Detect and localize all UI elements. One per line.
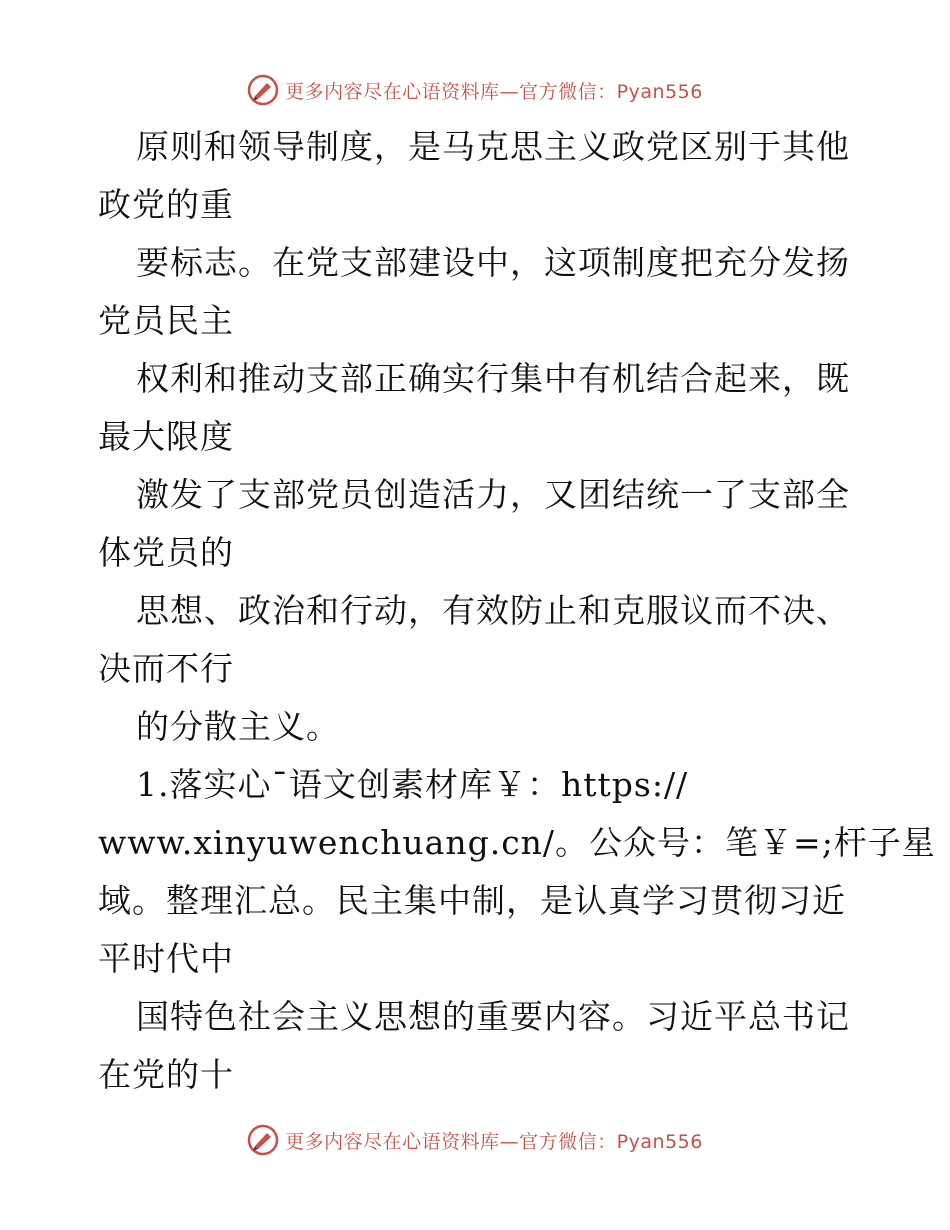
footer-banner-dash: — [499,1130,520,1153]
body-line: 要标志。在党支部建设中，这项制度把充分发扬 [136,243,850,282]
body-line: www.xinyuwenchuang.cn/。公众号：笔￥=;杆子星 [98,823,936,862]
body-line: 党员民主 [98,301,234,340]
footer-watermark [0,1120,950,1160]
body-line: 域。整理汇总。民主集中制，是认真学习贯彻习近 [98,881,846,920]
header-banner-wechat: 官方微信：Pyan556 [519,80,703,103]
body-line: 权利和推动支部正确实行集中有机结合起来，既 [136,359,850,398]
body-line: 的分散主义。 [136,707,340,746]
body-line: 国特色社会主义思想的重要内容。习近平总书记 [136,997,850,1036]
header-banner-dash: — [499,80,520,103]
document-body [98,118,936,1104]
body-line: 原则和领导制度，是马克思主义政党区别于其他 [136,127,850,166]
footer-banner-wechat: 官方微信：Pyan556 [519,1130,703,1153]
header-banner-main: 更多内容尽在心语资料库 [285,80,500,103]
body-line: 最大限度 [98,417,234,456]
body-line: 决而不行 [98,649,234,688]
footer-banner-text [285,1127,703,1154]
body-line: 1.落实心¯语文创素材库￥：https:// [136,765,689,804]
pen-logo-icon [247,74,279,106]
body-line: 思想、政治和行动，有效防止和克服议而不决、 [136,591,850,630]
body-line: 政党的重 [98,185,234,224]
header-banner-text [285,77,703,104]
header-watermark [0,70,950,110]
body-line: 平时代中 [98,939,234,978]
body-line: 体党员的 [98,533,234,572]
footer-banner-main: 更多内容尽在心语资料库 [285,1130,500,1153]
body-line: 在党的十 [98,1055,234,1094]
pen-logo-icon [247,1124,279,1156]
body-line: 激发了支部党员创造活力，又团结统一了支部全 [136,475,850,514]
